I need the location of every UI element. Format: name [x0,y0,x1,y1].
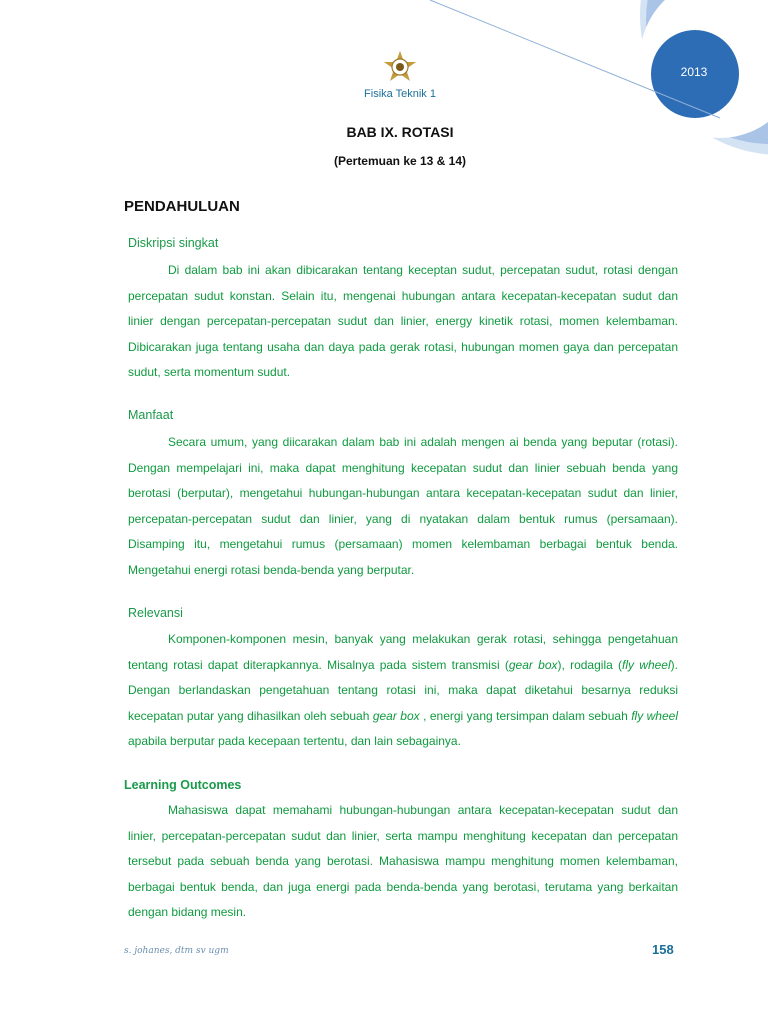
relevance-text-5: apabila berputar pada kecepaan tertentu, dan lain sebagainya. [128,734,461,749]
description-heading: Diskripsi singkat [128,236,219,250]
year-label: 2013 [680,65,708,79]
relevance-text-2: ), rodagila ( [557,657,623,672]
relevance-term-gear-box-2: gear box [372,708,420,723]
relevance-text-3: ). Dengan berlandaskan pengetahuan tentang rotasi ini, maka dapat diketahui besarnya reduksi kecepatan putar yang dihasilkan oleh sebuah [128,657,678,723]
relevance-paragraph [128,627,678,755]
benefit-heading: Manfaat [128,408,174,422]
description-text: Di dalam bab ini akan dibicarakan tentang keceptan sudut, percepatan sudut, rotasi dengan percepatan sudut konstan. Selain itu, mengenai hubungan antara kecepatan-kecepatan sudut dan linier dengan percepatan-percepatan sudut dan linier, energy kinetik rotasi, momen kelembaman. Dibicarakan juga tentang usaha dan daya pada gerak rotasi, hubungan momen gaya dan percepatan sudut, serta momentum sudut. [128,263,678,380]
learning-outcomes-paragraph [128,798,678,926]
relevance-term-fly-wheel-2: fly wheel [631,708,678,723]
description-paragraph [128,258,678,386]
chapter-title: BAB IX. ROTASI [346,124,454,140]
learning-outcomes-text: Mahasiswa dapat memahami hubungan-hubungan antara kecepatan-kecepatan sudut dan linier, percepatan-percepatan sudut dan linier, serta mampu menghitung kecepatan dan percepatan tersebut pada sebuah benda yang berotasi. Mahasiswa mampu menghitung momen kelembaman, berbagai bentuk benda, dan juga energi pada benda-benda yang berotasi, terutama yang berkaitan dengan bidang mesin. [128,803,678,920]
meeting-subtitle: (Pertemuan ke 13 & 14) [333,154,467,168]
relevance-text-4: , energi yang tersimpan dalam sebuah [419,708,632,723]
page-number: 158 [652,942,674,957]
relevance-term-fly-wheel: fly wheel [622,657,671,672]
university-seal-icon [383,50,417,84]
footer-author: s. johanes, dtm sv ugm [124,946,229,956]
benefit-text: Secara umum, yang diicarakan dalam bab ini adalah mengen ai benda yang beputar (rotasi). Dengan mempelajari ini, maka dapat menghitung kecepatan sudut dan linier sebuah benda yang berotasi (berputar), mengetahui hubungan-hubungan antara kecepatan-kecepatan sudut dan linier, percepatan-percepatan sudut dan linier, yang di nyatakan dalam bentuk rumus (persamaan). Disamping itu, mengetahui rumus (persamaan) momen kelembaman berbagai bentuk benda. Mengetahui energi rotasi benda-benda yang berputar. [128,435,678,577]
learning-outcomes-heading: Learning Outcomes [124,778,242,792]
relevance-term-gear-box: gear box [508,657,558,672]
benefit-paragraph [128,430,678,584]
section-heading: PENDAHULUAN [124,198,240,215]
course-title: Fisika Teknik 1 [364,88,436,100]
relevance-text-1: Komponen-komponen mesin, banyak yang melakukan gerak rotasi, sehingga pengetahuan tentang rotasi dapat diterapkannya. Misalnya pada sistem transmisi ( [128,632,678,672]
header-decoration [0,0,768,200]
relevance-heading: Relevansi [128,606,183,620]
